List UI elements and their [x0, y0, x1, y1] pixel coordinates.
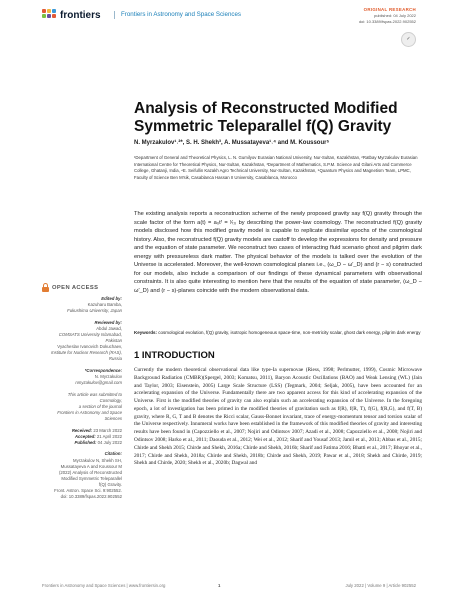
- citation-block: [42, 451, 122, 500]
- article-title: Analysis of Reconstructed Modified Symmetric Teleparallel f(Q) Gravity: [134, 100, 398, 135]
- citation-text: Front. Astron. Space Sci. 9:902552.: [54, 488, 122, 494]
- frontiers-logo-text: frontiers: [60, 9, 101, 21]
- journal-name[interactable]: Frontiers in Astronomy and Space Sciences: [114, 11, 241, 19]
- open-access-label: OPEN ACCESS: [52, 284, 99, 291]
- page-number: 1: [218, 583, 221, 588]
- specialty-text: Cosmology,: [99, 397, 122, 403]
- accepted-date: 21 April 2022: [96, 433, 122, 439]
- page-footer: [42, 583, 416, 591]
- reviewer-affiliation: Pakistan: [105, 338, 122, 344]
- reviewer-name: Vyacheslav Ivanovich Dokuchaev,: [57, 344, 122, 350]
- section-heading-introduction: 1 INTRODUCTION: [134, 350, 215, 361]
- author-list[interactable]: N. Myrzakulov¹˒²*, S. H. Shekh³, A. Mussatayeva¹˒⁴ and M. Koussour⁵: [134, 140, 330, 146]
- correspondence-block: [42, 368, 122, 386]
- published-date: 04 July 2022: [97, 439, 122, 445]
- published-date-header: published: 04 July 2022: [373, 13, 416, 18]
- citation-text: Mussatayeva A and Koussour M: [60, 463, 122, 469]
- frontiers-logo[interactable]: [42, 9, 101, 21]
- article-type: ORIGINAL RESEARCH: [363, 7, 416, 12]
- specialty-text: a section of the journal: [78, 403, 122, 409]
- published-label: Published:: [74, 439, 97, 445]
- open-access-lock-icon: [42, 283, 49, 292]
- keywords: [134, 330, 422, 337]
- citation-text: Myrzakulov N, Shekh SH,: [73, 457, 122, 463]
- dates-block: [42, 428, 122, 446]
- article-meta: [359, 7, 416, 25]
- edited-by-label: Edited by:: [101, 296, 122, 301]
- reviewer-affiliation: COMSATS University Islamabad,: [58, 331, 122, 337]
- correspondence-name: N. Myrzakulov: [94, 374, 122, 380]
- reviewer-name: Abdul Jawad,: [96, 325, 122, 331]
- accepted-label: Accepted:: [74, 433, 96, 439]
- correspondence-label: *Correspondence:: [84, 367, 122, 373]
- specialty-text: Sciences: [104, 416, 122, 422]
- keywords-text: cosmological evolution, f(Q) gravity, isotropic homogeneous space-time, non-metricity scalar, ghost dark energy, pilgrim dark energy: [158, 330, 421, 335]
- received-label: Received:: [71, 427, 93, 433]
- check-updates-icon: ✓: [406, 36, 411, 42]
- footer-issue-info: July 2022 | Volume 9 | Article 902552: [345, 583, 416, 588]
- editor-affiliation: Fukushima University, Japan: [67, 308, 122, 314]
- specialty-text: Frontiers in Astronomy and Space: [57, 410, 122, 415]
- citation-text: (2022) Analysis of Reconstructed: [58, 469, 122, 475]
- article-info-sidebar: [42, 296, 122, 506]
- open-access-badge: [42, 283, 122, 292]
- received-date: 23 March 2022: [93, 427, 122, 433]
- reviewer-affiliation: Institute for Nuclear Research (RAS),: [51, 350, 122, 356]
- citation-text: f(Q) Gravity.: [98, 481, 122, 487]
- citation-label: Citation:: [104, 451, 122, 457]
- citation-text: Modified Symmetric Teleparallel: [61, 475, 122, 481]
- reviewed-by-label: Reviewed by:: [94, 319, 122, 325]
- correspondence-email[interactable]: nmyzakulov@gmail.com: [75, 380, 122, 386]
- specialty-section-block: [42, 392, 122, 422]
- specialty-text: This article was submitted to: [67, 391, 122, 397]
- page-header: [0, 0, 458, 48]
- editor-name: Kazuharu Bamba,: [87, 302, 122, 308]
- doi-header[interactable]: doi: 10.3389/fspas.2022.902552: [358, 19, 416, 24]
- abstract: The existing analysis reports a reconstruction scheme of the newly proposed gravity say f(Q) gravity through the scale factor of the form a(t) = a₀tᶠ = ᵗ⁄ₜ₀ by describing the power-law cosmology. The reconstructed f(Q) gravity models disclosed how this modified gravity model is capable to replicate dissimilar epochs of the cosmological history. Also, the reconstructed f(Q) gravity models are castoff to develop the expressions for density and pressure and the equation of state parameter. We reconstruct two cases of interacting fluid scenario ghost and pilgrim dark energy with pressureless dark matter. The physical behavior of the models is talked over the evolution of the Universe is accelerated. Moreover, the well-known cosmological planes i.e., (ω_D − ω′_D) and (r − s) constructed for our models, also include a comparison of our findings of these dynamical parameters with observational constraints. It is also quite interesting to mention here that the results of the equation of state parameter, (ω_D − ω′_D) and (r − s)-planes coincide with the modern observational data.: [134, 211, 422, 294]
- edited-by-block: [42, 296, 122, 314]
- keywords-label: Keywords:: [134, 330, 158, 335]
- author-affiliations: ¹Department of General and Theoretical Physics, L. N. Gumilyov Eurasian National University, Nur-Sultan, Kazakhstan, ²Ratbay Myrzakulov Eurasian International Centre for Theoretical Physics, Nur-Sultan, Kazakhstan, ³Department of Mathematics, S.P.M. Science and Gilani Arts and Commerce College, Ghatanji, India, ⁴E. Seifullin Kazakh Agro Technical University, Nur-Sultan, Kazakhstan, ⁵Quantum Physics and Magnetism Team, LPMC, Faculty of Science Ben M'sik, Casablanca Hassan II University, Casablanca, Morocco: [134, 155, 418, 180]
- footer-journal-link[interactable]: Frontiers in Astronomy and Space Sciences | www.frontiersin.org: [42, 583, 166, 588]
- reviewed-by-block: [42, 320, 122, 363]
- reviewer-affiliation: Russia: [108, 356, 122, 362]
- frontiers-logo-icon: [42, 9, 56, 21]
- check-updates-button[interactable]: [401, 32, 416, 47]
- citation-doi[interactable]: doi: 10.3389/fspas.2022.902552: [60, 494, 122, 500]
- introduction-body: Currently the modern theoretical observational data like type-Ia supernovae (Riess, 1998; Perlmutter, 1999), Cosmic Microwave Background Radiation (CMBR)(Spergel, 2003; Komatsu, 2011), Baryon Acoustic Oscillations (BAO) and Weak Lensing (WL) (Jain and Taylor, 2003; Eisenstein, 2005) Large Scale Structure (LSS) (Tegmark, 2004; Seljak, 2005), have been accounted for an accelerating expansion of the Universe. Fundamentally there are two apparent access for this kind of accelerating expansion of the Universe. First is the modified theories of gravity can also explain such an accelerating expansion of the Universe. In the foregoing epoch, a lot of investigation has been primed in the modified theories of gravitation such as f(R), f(R, T), f(G), f(R,G), and f(T, B) gravity, where R, G, T and B denotes the Ricci scalar, Gauss-Bonnet invariant, trace of energy-momentum tensor and torsion scalar of the Universe respectively. Innumeral works have been established in the framework of this modified theories of gravity and interesting results have been found in (Capozziello et al., 2007; Nojiri and Odintsov 2007; Azadi et al., 2008; Capozziello et al., 2008; Nojiri and Odintsov 2008; Harko et al., 2011; Daouda et al., 2012; Wei et al., 2012; Sharif and Yousaf 2013; Jamil et al., 2013; Abbas et al., 2015; Chirde and Shekh 2015; Chirde and Shekh, 2016a; Chirde and Shekh, 2016b; Sharif and Fatima 2016; Bhatti et al., 2017; Bhoyar et al., 2017; Chirde and Shekh, 2018a; Chirde and Shekh, 2018b; Chirde and Shekh, 2019; Pawar et al., 2018; Shekh and Chirde, 2019; Shekh and Chirde, 2020; Shekh et al., 2020b; Dagwal and: [134, 367, 422, 467]
